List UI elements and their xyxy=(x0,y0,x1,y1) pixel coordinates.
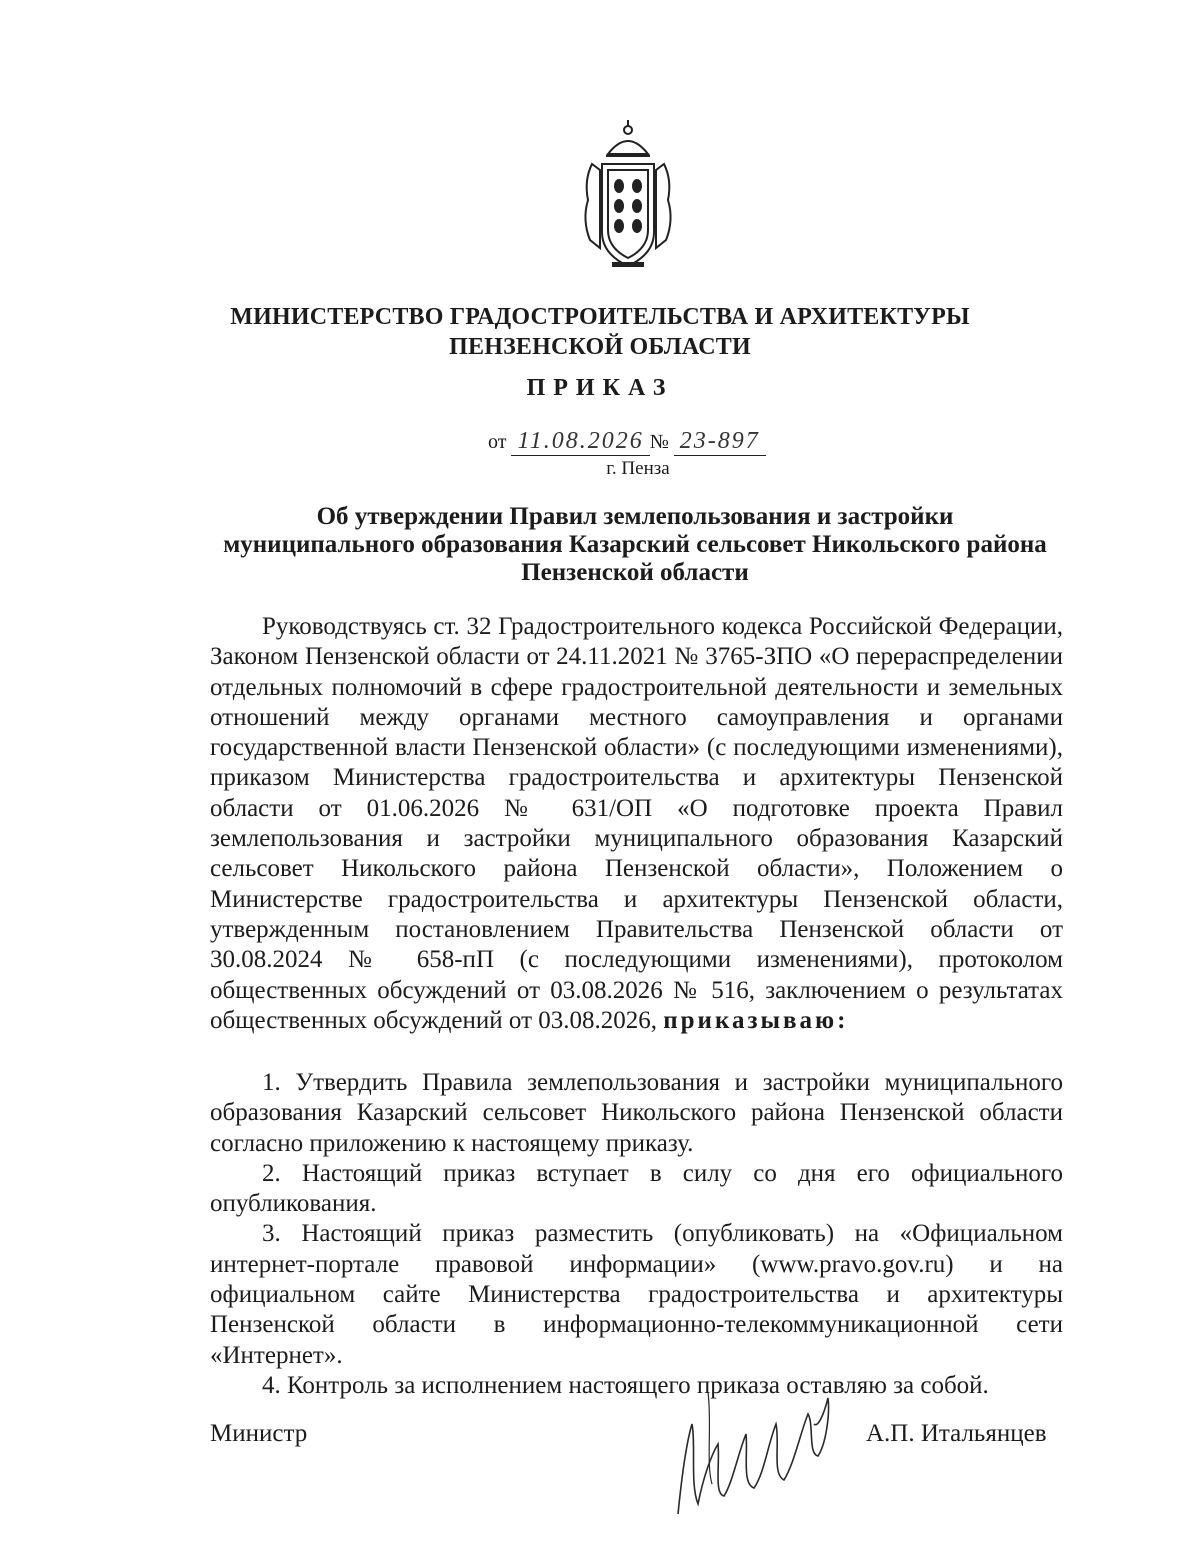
handwritten-signature-icon xyxy=(668,1384,840,1524)
order-items xyxy=(210,1068,1063,1401)
subject-line-2: муниципального образования Казарский сельсовет Никольского района xyxy=(223,531,1047,558)
order-subject xyxy=(200,503,1070,587)
preamble-text: Руководствуясь ст. 32 Градостроительного кодекса Российской Федерации, Законом Пензенской области от 24.11.2021 № 3765-ЗПО «О перераспределении отдельных полномочий в сфере градостроительной деятельности и земельных отношений между органами местного самоуправления и органами государственной власти Пензенской области» (с последующими изменениями), приказом Министерства градостроительства и архитектуры Пензенской области от 01.06.2026 № 631/ОП «О подготовке проекта Правил землепользования и застройки муниципального образования Казарский сельсовет Никольского района Пензенской области», Положением о Министерстве градостроительства и архитектуры Пензенской области, утвержденным постановлением Правительства Пензенской области от 30.08.2024 № 658-пП (с последующими изменениями), протоколом общественных обсуждений от 03.08.2026 № 516, заключением о результатах общественных обсуждений от 03.08.2026, xyxy=(210,613,1063,1034)
ministry-line-2: ПЕНЗЕНСКОЙ ОБЛАСТИ xyxy=(449,334,751,360)
penza-coat-of-arms-icon xyxy=(578,120,678,272)
signatory-position: Министр xyxy=(210,1420,308,1447)
ministry-name xyxy=(0,302,1200,362)
order-item-1: 1. Утвердить Правила землепользования и застройки муниципального образования Казарский сельсовет Никольского района Пензенской области согласно приложению к настоящему приказу. xyxy=(210,1069,1063,1157)
order-item-2: 2. Настоящий приказ вступает в силу со дня его официального опубликования. xyxy=(210,1159,1063,1218)
order-number: 23-897 xyxy=(674,428,766,456)
order-date-line xyxy=(488,428,766,456)
order-item-4: 4. Контроль за исполнением настоящего приказа оставляю за собой. xyxy=(262,1371,989,1399)
signatory-name: А.П. Итальянцев xyxy=(866,1420,1047,1447)
subject-line-1: Об утверждении Правил землепользования и застройки xyxy=(316,503,954,530)
ministry-line-1: МИНИСТЕРСТВО ГРАДОСТРОИТЕЛЬСТВА И АРХИТЕКТУРЫ xyxy=(230,304,970,330)
number-sign: № xyxy=(649,431,669,453)
subject-line-3: Пензенской области xyxy=(521,559,749,586)
preamble-paragraph xyxy=(210,612,1063,1036)
date-prefix: от xyxy=(488,431,507,453)
order-title: ПРИКАЗ xyxy=(526,375,674,401)
order-city: г. Пенза xyxy=(606,458,670,479)
decree-word: приказываю: xyxy=(663,1006,849,1034)
order-date: 11.08.2026 xyxy=(511,428,649,456)
order-item-3: 3. Настоящий приказ разместить (опубликовать) на «Официальном интернет-портале правовой информации» (www.pravo.gov.ru) и на официальном сайте Министерства градостроительства и архитектуры Пензенской области в информационно-телекоммуникационной сети «Интернет». xyxy=(210,1220,1063,1369)
